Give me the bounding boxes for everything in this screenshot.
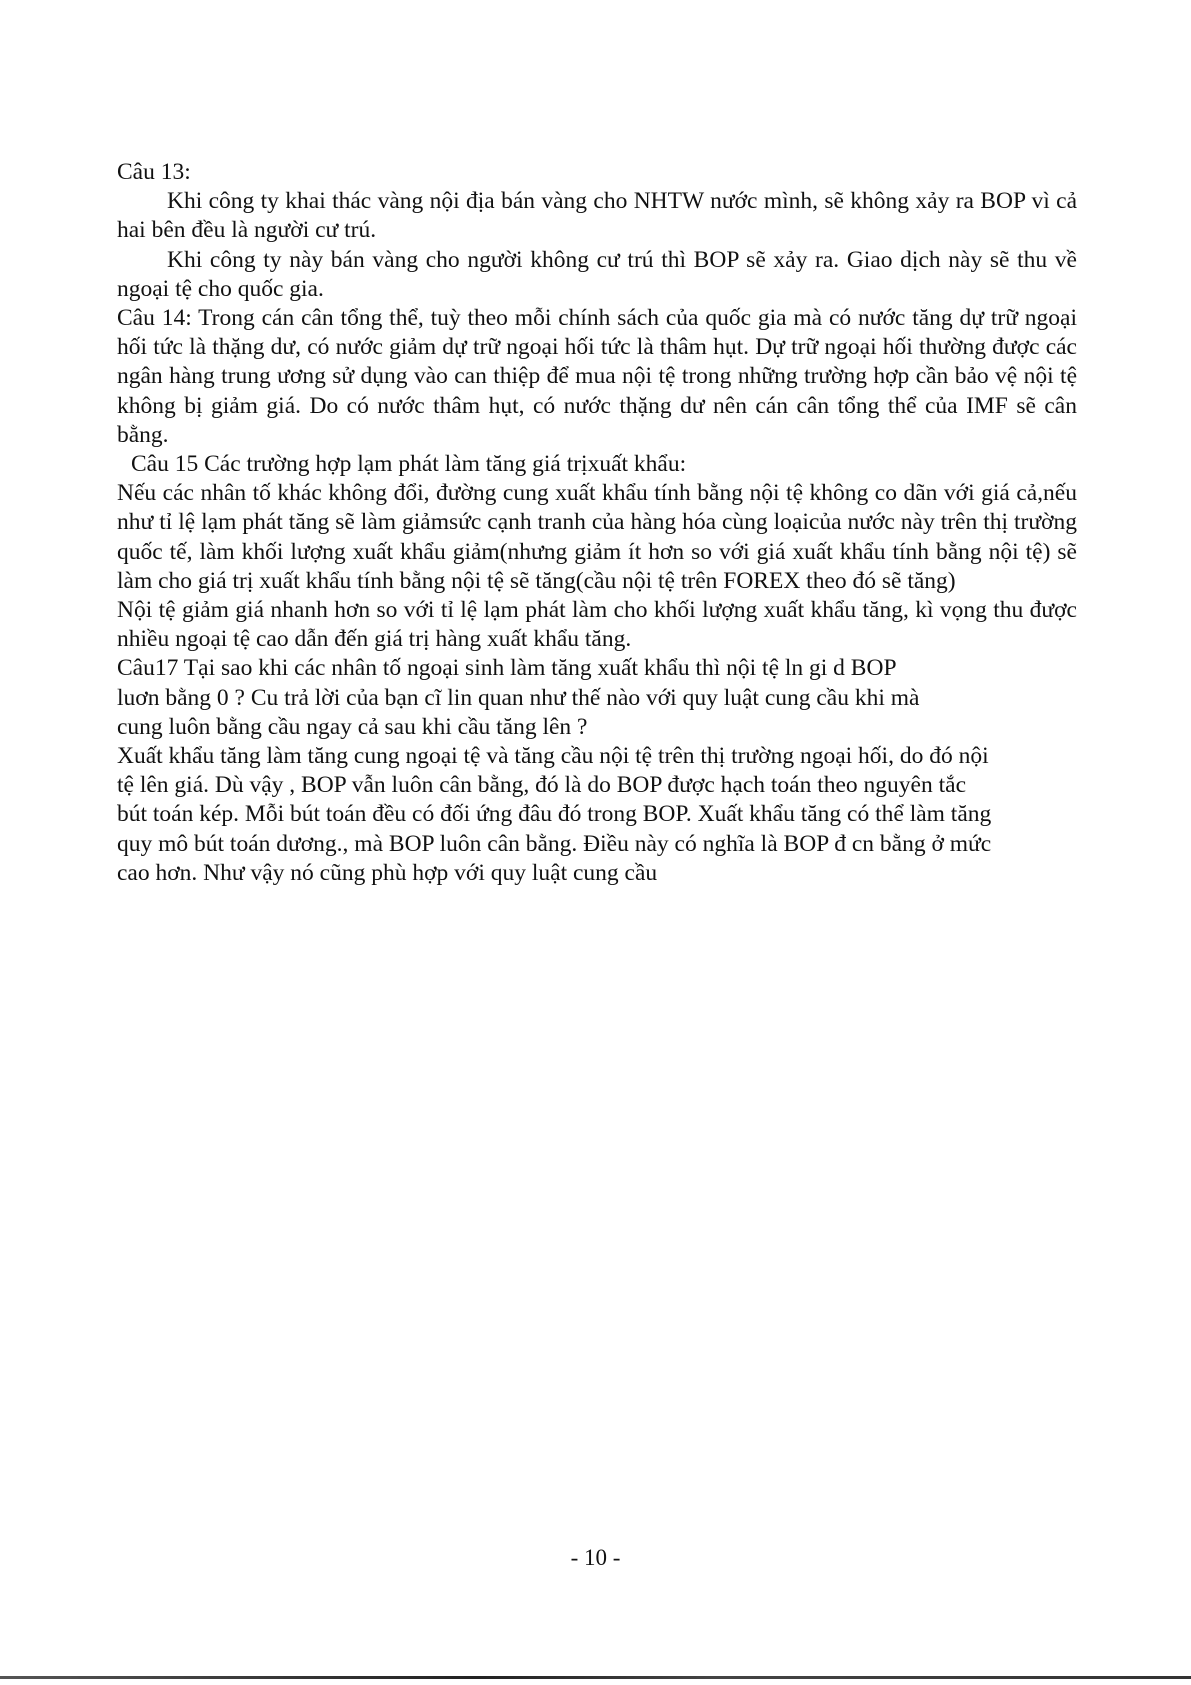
- q13-paragraph-1: Khi công ty khai thác vàng nội địa bán vàng cho NHTW nước mình, sẽ không xảy ra BOP vì cả hai bên đều là người cư trú.: [117, 188, 1077, 244]
- page-number: - 10 -: [570, 1545, 621, 1570]
- q13-paragraph-2: Khi công ty này bán vàng cho người không cư trú thì BOP sẽ xảy ra. Giao dịch này sẽ thu về ngoại tệ cho quốc gia.: [117, 246, 1077, 302]
- q15-paragraph-2: Nội tệ giảm giá nhanh hơn so với tỉ lệ lạm phát làm cho khối lượng xuất khẩu tăng, kì vọng thu được nhiều ngoại tệ cao dẫn đến giá trị hàng xuất khẩu tăng.: [117, 597, 1077, 653]
- q17-question: [117, 654, 1077, 742]
- q17-question-line-1: Câu17 Tại sao khi các nhân tố ngoại sinh làm tăng xuất khẩu thì nội tệ ln gi d BOP: [117, 655, 897, 682]
- q14-paragraph: Câu 14: Trong cán cân tổng thể, tuỳ theo mỗi chính sách của quốc gia mà có nước tăng dự trữ ngoại hối tức là thặng dư, có nước giảm dự trữ ngoại hối tức là thâm hụt. Dự trữ ngoại hối thường được các ngân hàng trung ương sử dụng vào can thiệp để mua nội tệ trong những trường hợp cần bảo vệ nội tệ không bị giảm giá. Do có nước thâm hụt, có nước thặng dư nên cán cân tổng thể của IMF sẽ cân bằng.: [117, 305, 1077, 448]
- q17-question-line-3: cung luôn bằng cầu ngay cả sau khi cầu tăng lên ?: [117, 713, 588, 740]
- q17-answer: [117, 742, 1077, 888]
- scan-edge-line: [0, 1676, 1191, 1679]
- q17-answer-line-4: quy mô bút toán dương., mà BOP luôn cân bằng. Điều này có nghĩa là BOP đ cn bằng ở mức: [117, 830, 992, 857]
- q17-answer-line-5: cao hơn. Như vậy nó cũng phù hợp với quy luật cung cầu: [117, 859, 658, 886]
- q17-answer-line-1: Xuất khẩu tăng làm tăng cung ngoại tệ và tăng cầu nội tệ trên thị trường ngoại hối, do đó nội: [117, 743, 989, 770]
- q17-question-line-2: luơn bằng 0 ? Cu trả lời của bạn cĩ lin quan như thế nào với quy luật cung cầu khi mà: [117, 684, 920, 711]
- document-body: [117, 158, 1077, 888]
- q13-heading: Câu 13:: [117, 159, 191, 185]
- q17-answer-line-2: tệ lên giá. Dù vậy , BOP vẫn luôn cân bằng, đó là do BOP được hạch toán theo nguyên tắc: [117, 772, 966, 799]
- q15-paragraph-1: Nếu các nhân tố khác không đổi, đường cung xuất khẩu tính bằng nội tệ không co dãn với giá cả,nếu như tỉ lệ lạm phát tăng sẽ làm giảmsức cạnh tranh của hàng hóa cùng loạicủa nước này trên thị trường quốc tế, làm khối lượng xuất khẩu giảm(nhưng giảm ít hơn so với giá xuất khẩu tính bằng nội tệ) sẽ làm cho giá trị xuất khẩu tính bằng nội tệ sẽ tăng(cầu nội tệ trên FOREX theo đó sẽ tăng): [117, 480, 1077, 594]
- q17-answer-line-3: bút toán kép. Mỗi bút toán đều có đối ứng đâu đó trong BOP. Xuất khẩu tăng có thể làm tăng: [117, 801, 992, 828]
- q15-heading: Câu 15 Các trường hợp lạm phát làm tăng giá trịxuất khẩu:: [131, 451, 687, 478]
